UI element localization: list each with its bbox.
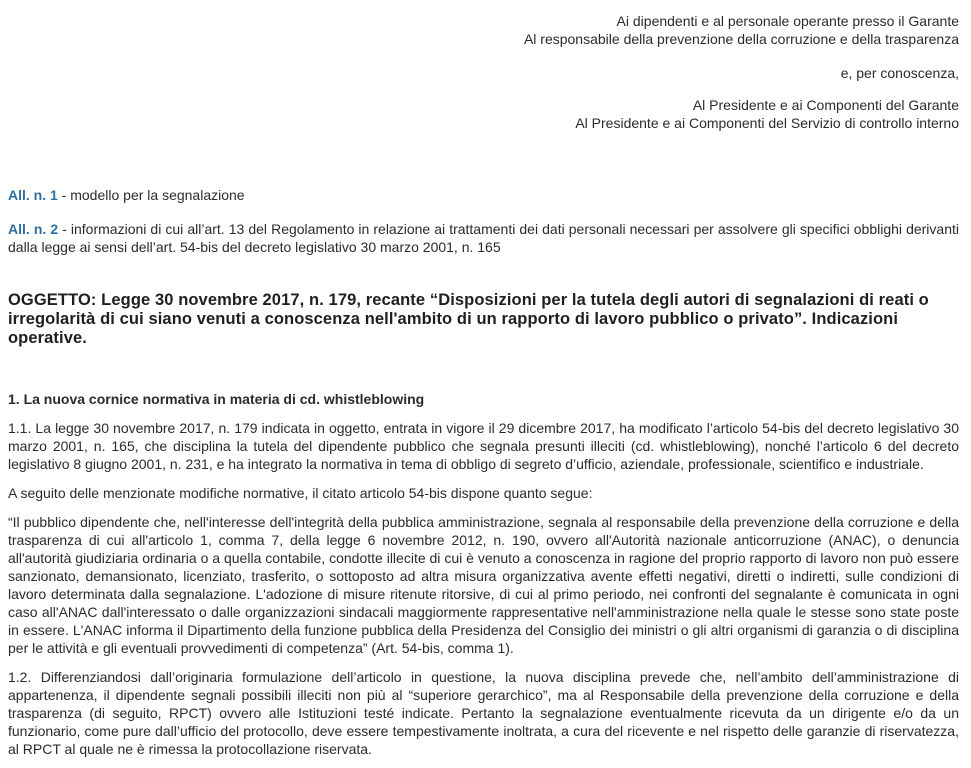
- attachment-description: - modello per la segnalazione: [57, 187, 245, 203]
- attachment-link[interactable]: All. n. 1: [8, 187, 58, 203]
- attachment-item: [8, 220, 959, 256]
- addressee-line: Al Presidente e ai Componenti del Garante: [692, 97, 959, 113]
- attachment-description: - informazioni di cui all’art. 13 del Regolamento in relazione ai trattamenti dei dati personali necessari per assolvere gli specifici obblighi derivanti dalla legge ai sensi dell’art. 54-bis del decreto legislativo 30 marzo 2001, n. 165: [8, 221, 959, 255]
- addressee-line: Al Presidente e ai Componenti del Servizio di controllo interno: [575, 115, 959, 131]
- document-body: [8, 390, 959, 758]
- cc-label: e, per conoscenza,: [840, 65, 959, 81]
- quoted-paragraph: “Il pubblico dipendente che, nell'interesse dell'integrità della pubblica amministrazione, segnala al responsabile della prevenzione della corruzione e della trasparenza di cui all'articolo 1, comma 7, della legge 6 novembre 2012, n. 190, ovvero all'Autorità nazionale anticorruzione (ANAC), o denuncia all'autorità giudiziaria ordinaria o a quella contabile, condotte illecite di cui è venuto a conoscenza in ragione del proprio rapporto di lavoro non può essere sanzionato, demansionato, licenziato, trasferito, o sottoposto ad altra misura organizzativa avente effetti negativi, diretti o indiretti, sulle condizioni di lavoro determinata dalla segnalazione. L'adozione di misure ritenute ritorsive, di cui al primo periodo, nei confronti del segnalante è comunicata in ogni caso all'ANAC dall'interessato o dalle organizzazioni sindacali maggiormente rappresentative nell'amministrazione nella quale le stesse sono state poste in essere. L'ANAC informa il Dipartimento della funzione pubblica della Presidenza del Consiglio dei ministri o gli altri organismi di garanzia o di disciplina per le attività e gli eventuali provvedimenti di competenza” (Art. 54-bis, comma 1).: [8, 514, 959, 656]
- paragraph: 1.2. Differenziandosi dall’originaria formulazione dell’articolo in questione, la nuova disciplina prevede che, nell’ambito dell’amministrazione di appartenenza, il dipendente segnali possibili illeciti non più al “superiore gerarchico”, ma al Responsabile della prevenzione della corruzione e della trasparenza (di seguito, RPCT) ovvero alle Istituzioni testé indicate. Pertanto la segnalazione eventualmente ricevuta da un dirigente e/o da un funzionario, come pure dall’ufficio del protocollo, deve essere tempestivamente inoltrata, a cura del ricevente e nel rispetto delle garanzie di riservatezza, al RPCT al quale ne è rimessa la protocollazione riservata.: [8, 669, 959, 757]
- section-heading: 1. La nuova cornice normativa in materia di cd. whistleblowing: [8, 391, 425, 407]
- attachments-list: [8, 186, 959, 256]
- addressee-line: Al responsabile della prevenzione della corruzione e della trasparenza: [523, 31, 959, 47]
- paragraph: 1.1. La legge 30 novembre 2017, n. 179 indicata in oggetto, entrata in vigore il 29 dicembre 2017, ha modificato l’articolo 54-bis del decreto legislativo 30 marzo 2001, n. 165, che disciplina la tutela del dipendente pubblico che segnala presunti illeciti (cd. whistleblowing), nonché l’articolo 6 del decreto legislativo 8 giugno 2001, n. 231, e ha integrato la normativa in tema di obbligo di segreto d’ufficio, aziendale, professionale, scientifico e industriale.: [8, 420, 959, 472]
- addressees-block: [524, 12, 959, 132]
- attachment-link[interactable]: All. n. 2: [8, 221, 59, 237]
- attachment-item: [8, 186, 959, 204]
- addressee-line: Ai dipendenti e al personale operante presso il Garante: [616, 13, 959, 29]
- subject-heading: OGGETTO: Legge 30 novembre 2017, n. 179, recante “Disposizioni per la tutela degli autori di segnalazioni di reati o irregolarità di cui siano venuti a conoscenza nell'ambito di un rapporto di lavoro pubblico o privato”. Indicazioni operative.: [8, 291, 929, 347]
- paragraph: A seguito delle menzionate modifiche normative, il citato articolo 54-bis dispone quanto segue:: [8, 485, 593, 501]
